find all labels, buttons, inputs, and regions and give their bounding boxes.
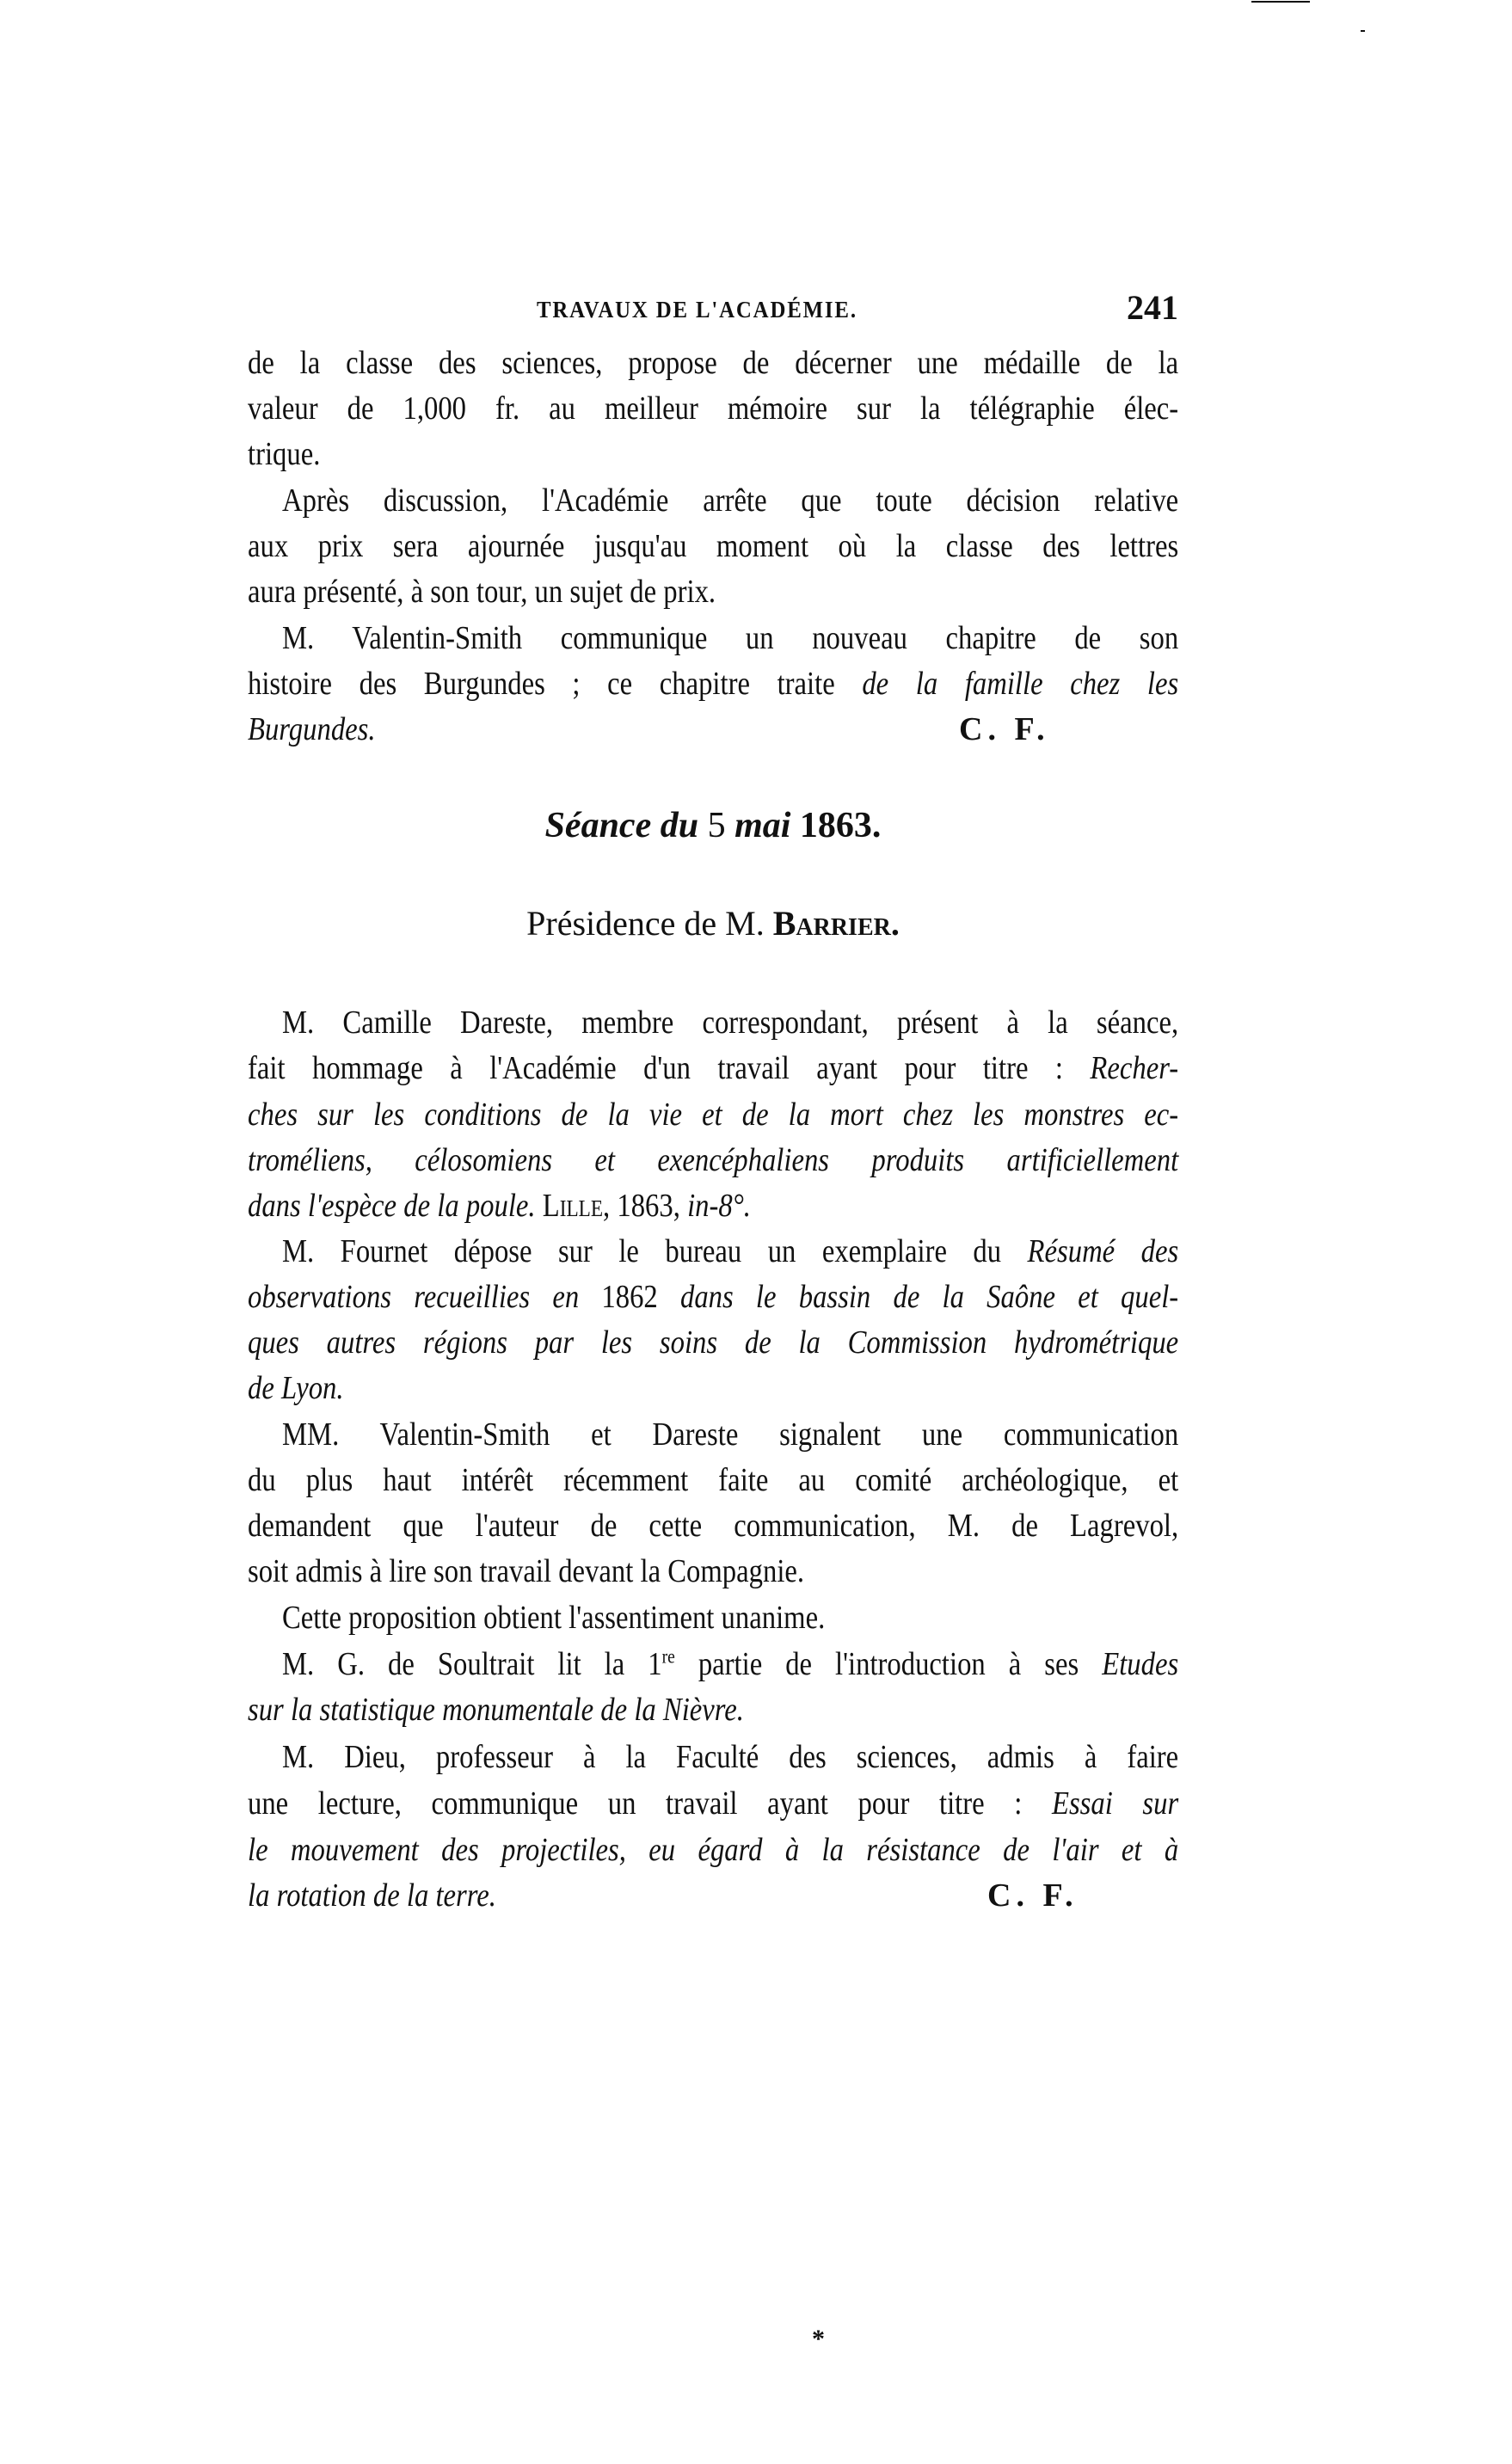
signature: C. F.: [959, 711, 1050, 747]
presidency-heading: Présidence de M. Barrier.: [526, 904, 900, 943]
paragraph-start: M. Dieu, professeur à la Faculté des sciences, admis à faire: [282, 1739, 1179, 1775]
paragraph-start: M. Camille Dareste, membre correspondant, présent à la séance,: [282, 1005, 1179, 1041]
bottom-ornament-mark: *: [812, 2325, 825, 2353]
running-head-title: TRAVAUX DE L'ACADÉMIE.: [537, 297, 857, 323]
text-line: la rotation de la terre.: [248, 1877, 496, 1914]
text-line: de la classe des sciences, propose de décerner une médaille de la: [248, 345, 1179, 381]
scan-speck: [1361, 30, 1365, 32]
page-number: 241: [1127, 288, 1178, 327]
text-line: valeur de 1,000 fr. au meilleur mémoire sur la télégraphie élec-: [248, 390, 1179, 427]
text-line: aura présenté, à son tour, un sujet de prix.: [248, 574, 716, 610]
text-line: sur la statistique monumentale de la Nièvre.: [248, 1692, 744, 1728]
text-line: une lecture, communique un travail ayant pour titre : Essai sur: [248, 1785, 1179, 1822]
paragraph-start: Cette proposition obtient l'assentiment unanime.: [282, 1600, 826, 1636]
text-line: soit admis à lire son travail devant la Compagnie.: [248, 1553, 805, 1589]
paragraph-start: Après discussion, l'Académie arrête que toute décision relative: [282, 482, 1179, 519]
italic-title: de la famille chez les: [862, 666, 1179, 702]
text-line: ques autres régions par les soins de la Commission hydrométrique: [248, 1324, 1179, 1361]
text-line: histoire des Burgundes ; ce chapitre traite de la famille chez les: [248, 666, 1179, 702]
signature: C. F.: [987, 1877, 1079, 1914]
text-line: le mouvement des projectiles, eu égard à la résistance de l'air et à: [248, 1832, 1179, 1868]
text-line: ches sur les conditions de la vie et de la mort chez les monstres ec-: [248, 1097, 1179, 1133]
text-line: fait hommage à l'Académie d'un travail ayant pour titre : Recher-: [248, 1050, 1179, 1086]
president-name: Barrier.: [772, 904, 900, 943]
italic-title: Burgundes.: [248, 711, 376, 747]
text-line: troméliens, célosomiens et exencéphaliens produits artificiellement: [248, 1142, 1179, 1178]
paragraph-start: M. G. de Soultrait lit la 1re partie de l'introduction à ses Etudes: [282, 1645, 1179, 1682]
paragraph-start: MM. Valentin-Smith et Dareste signalent une communication: [282, 1416, 1179, 1453]
session-heading: Séance du 5 mai 1863.: [544, 806, 882, 845]
text-line: trique.: [248, 436, 321, 472]
paragraph-start: M. Valentin-Smith communique un nouveau chapitre de son: [282, 620, 1179, 656]
text-line: demandent que l'auteur de cette communication, M. de Lagrevol,: [248, 1508, 1179, 1544]
running-head: [248, 288, 1178, 327]
text-line: dans l'espèce de la poule. Lille, 1863, in-8°.: [248, 1188, 751, 1224]
text-line: du plus haut intérêt récemment faite au comité archéologique, et: [248, 1462, 1179, 1498]
text-line: aux prix sera ajournée jusqu'au moment où la classe des lettres: [248, 528, 1179, 564]
paragraph-start: M. Fournet dépose sur le bureau un exemplaire du Résumé des: [282, 1233, 1179, 1269]
text-line: observations recueillies en 1862 dans le bassin de la Saône et quel-: [248, 1279, 1179, 1315]
text-line: de Lyon.: [248, 1370, 344, 1406]
scan-edge-line: [1251, 1, 1310, 3]
